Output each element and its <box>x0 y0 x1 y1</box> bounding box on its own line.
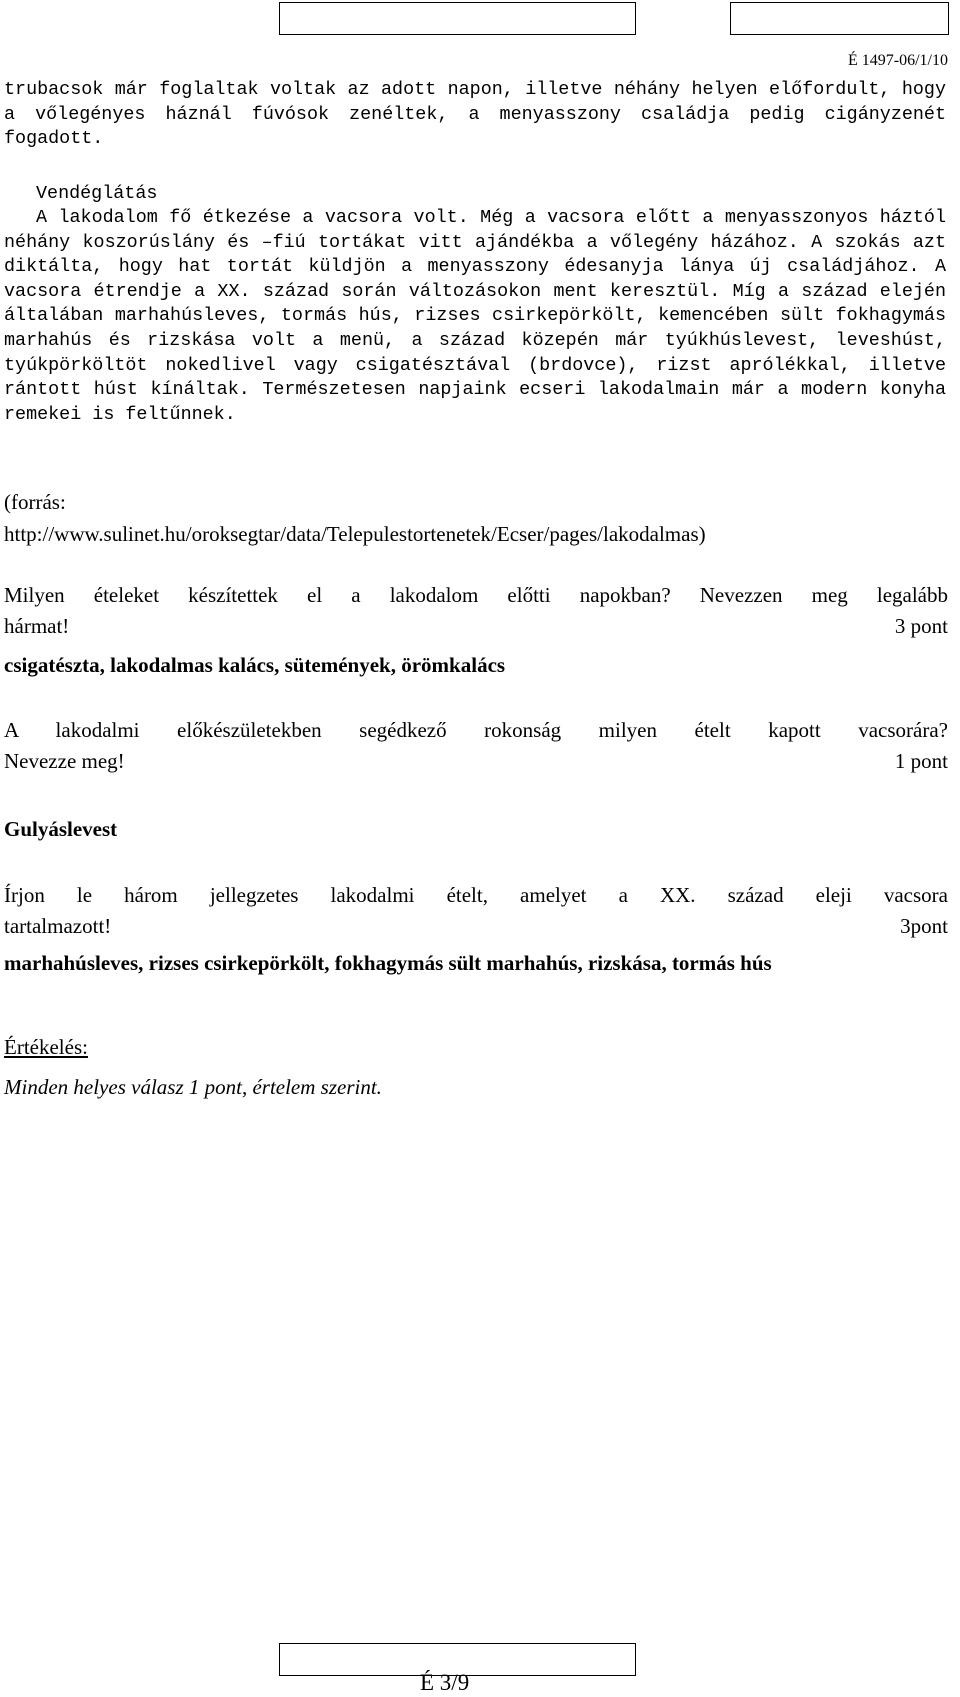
passage-paragraph-1: trubacsok már foglaltak voltak az adott napon, illetve néhány helyen előfordult, hogy a vőlegényes háznál fúvósok zenéltek, a menyasszony családja pedig cigányzenét fogadott. <box>4 79 946 150</box>
question-2-line2 <box>4 746 948 777</box>
passage-heading: Vendéglátás <box>36 183 158 204</box>
question-1-text: Milyen ételeket készítettek el a lakodalom előtti napokban? Nevezzen meg legalább <box>4 583 948 607</box>
answer-3: marhahúsleves, rizses csirkepörkölt, fokhagymás sült marhahús, rizskása, tormás hús <box>4 951 772 975</box>
evaluation-label: Értékelés: <box>4 1035 88 1059</box>
question-1-line2 <box>4 611 948 642</box>
answer-1: csigatészta, lakodalmas kalács, sütemények, örömkalács <box>4 653 506 677</box>
document-code: É 1497-06/1/10 <box>848 52 948 69</box>
question-1-points: 3 pont <box>894 614 948 638</box>
header-score-box-left <box>279 2 636 35</box>
page-number: É 3/9 <box>420 1670 470 1695</box>
source-label: (forrás: <box>4 490 66 514</box>
question-2-text: A lakodalmi előkészületekben segédkező rokonság milyen ételt kapott vacsorára? <box>4 718 948 742</box>
answer-2: Gulyáslevest <box>4 817 118 841</box>
question-2-points: 1 pont <box>894 749 948 773</box>
header-score-box-right <box>730 2 949 35</box>
question-3-points: 3pont <box>900 914 948 938</box>
question-3-text: Írjon le három jellegzetes lakodalmi ételt, amelyet a XX. század eleji vacsora <box>4 883 948 907</box>
question-3-continuation: tartalmazott! <box>4 914 112 938</box>
evaluation-text: Minden helyes válasz 1 pont, értelem szerint. <box>4 1075 382 1099</box>
question-3-line2 <box>4 911 948 942</box>
passage-paragraph-2: A lakodalom fő étkezése a vacsora volt. Még a vacsora előtt a menyasszonyos háztól néhány koszorúslány és –fiú tortákat vitt ajándékba a vőlegény házához. A szokás azt diktálta, hogy hat tortát küldjön a menyasszony édesanyja lánya új családjához. A vacsora étrendje a XX. század során változásokon ment keresztül. Míg a század elején általában marhahúsleves, tormás hús, rizses csirkepörkölt, kemencében sült fokhagymás marhahús és rizskása volt a menü, a század közepén már tyúkhúslevest, leveshúst, tyúkpörköltöt nokedlivel vagy csigatésztával (brdovce), rizst aprólékkal, illetve rántott húst kínáltak. Természetesen napjaink ecseri lakodalmain már a modern konyha remekei is feltűnnek. <box>4 207 946 425</box>
question-1-continuation: hármat! <box>4 614 70 638</box>
source-url: http://www.sulinet.hu/oroksegtar/data/Telepulestortenetek/Ecser/pages/lakodalmas) <box>4 522 706 546</box>
question-2-continuation: Nevezze meg! <box>4 749 125 773</box>
